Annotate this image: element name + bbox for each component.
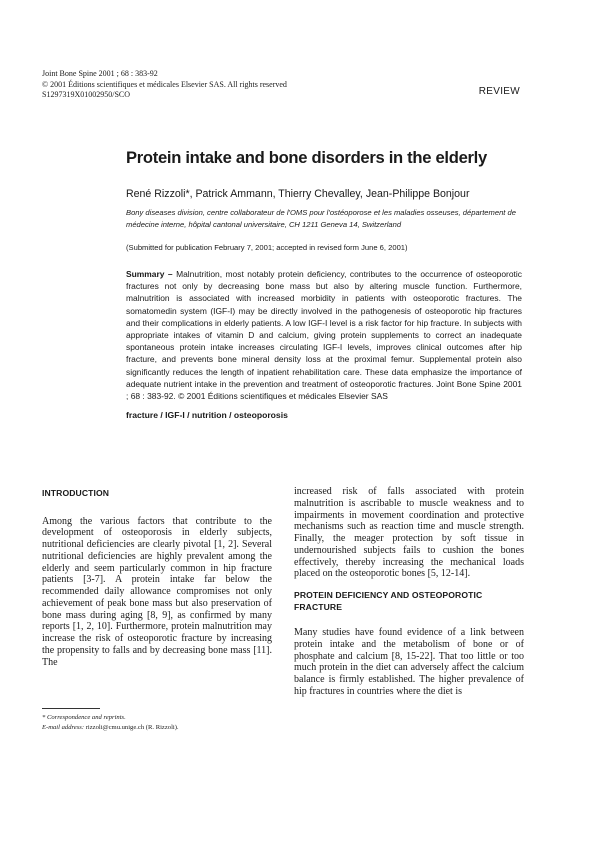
footnotes (42, 713, 282, 733)
abstract-label: Summary – (126, 269, 173, 279)
intro-heading: INTRODUCTION (42, 488, 110, 498)
affiliation: Bony diseases division, centre collaborateur de l'OMS pour l'ostéoporose et les maladies osseuses, département de médecine interne, hôpital cantonal universitaire, CH 1211 Geneva 14, Switzerland (126, 208, 516, 229)
correspondence-note: * Correspondence and reprints. (42, 714, 126, 721)
intro-continuation: increased risk of falls associated with protein malnutrition is ascribable to muscle weakness and to impairments in movement coordination and protective mechanisms such as reaction time and muscle strength. Finally, the meager protection by soft tissue in undernourished subjects fails to cushion the bones effectively, thereby increasing the mechanical loads placed on the osteoporotic bones [5, 12-14]. (294, 486, 524, 580)
copyright-notice: © 2001 Éditions scientifiques et médicales Elsevier SAS. All rights reserved (42, 79, 287, 89)
section-tag: REVIEW (478, 86, 520, 97)
email-address: rizzoli@cmu.unige.ch (R. Rizzoli). (85, 723, 179, 731)
article-title: Protein intake and bone disorders in the elderly (126, 148, 487, 167)
intro-paragraph: Among the various factors that contribute to the development of osteoporosis in elderly subjects, nutritional deficiencies are clearly pivotal [1, 2]. Several nutritional deficiencies are highly prevalent among the elderly and seem particularly common in hip fracture patients [3-7]. A protein intake far below the recommended daily allowance compromises not only achievement of peak bone mass but also preservation of bone mass during aging [8, 9], as confirmed by many reports [1, 2, 10]. Furthermore, protein malnutrition may increase the risk of osteoporotic fracture by increasing the propensity to falls and by decreasing bone mass [11]. The (42, 515, 272, 668)
left-column (42, 488, 272, 668)
submission-dates: (Submitted for publication February 7, 2001; accepted in revised form June 6, 2001) (126, 243, 408, 252)
abstract (126, 268, 522, 402)
journal-meta (42, 69, 302, 101)
footnote-divider (42, 708, 100, 709)
email-label: E-mail address: (42, 723, 85, 731)
right-column (294, 486, 524, 698)
article-pii: S1297319X01002950/SCO (42, 90, 131, 99)
journal-citation: Joint Bone Spine 2001 ; 68 : 383-92 (42, 69, 158, 78)
keywords: fracture / IGF-I / nutrition / osteoporosis (126, 410, 288, 421)
article-header (126, 148, 526, 421)
section2-paragraph: Many studies have found evidence of a link between protein intake and the metabolism of bone or of phosphate and calcium [8, 15-22]. That too little or too much protein in the diet can adversely affect the calcium balance is firmly established. The higher prevalence of hip fractures in countries where the diet is (294, 627, 524, 697)
section2-heading: PROTEIN DEFICIENCY AND OSTEOPOROTIC FRACTURE (294, 590, 483, 612)
author-list: René Rizzoli*, Patrick Ammann, Thierry Chevalley, Jean-Philippe Bonjour (126, 188, 470, 200)
abstract-text: Malnutrition, most notably protein deficiency, contributes to the occurrence of osteoporotic fractures not only by decreasing bone mass but also by altering muscle function. Furthermore, malnutrition is associated with increased morbidity in patients with osteoporotic fractures. The somatomedin system (IGF-I) may be directly involved in the pathogenesis of osteoporotic hip fractures and their complications in elderly patients. A low IGF-I level is a risk factor for hip fracture. In subjects with appropriate intakes of vitamin D and calcium, giving protein supplements to correct an inadequate spontaneous protein intake increases circulating IGF-I levels, improves clinical outcomes after hip fracture, and prevents bone mineral density loss at the proximal femur. Supplemental protein also significantly reduces the length of inpatient rehabilitation care. These data emphasize the importance of adequate nutrient intake in the prevention and treatment of osteoporotic fractures. Joint Bone Spine 2001 ; 68 : 383-92. © 2001 Éditions scientifiques et médicales Elsevier SAS (126, 269, 522, 402)
